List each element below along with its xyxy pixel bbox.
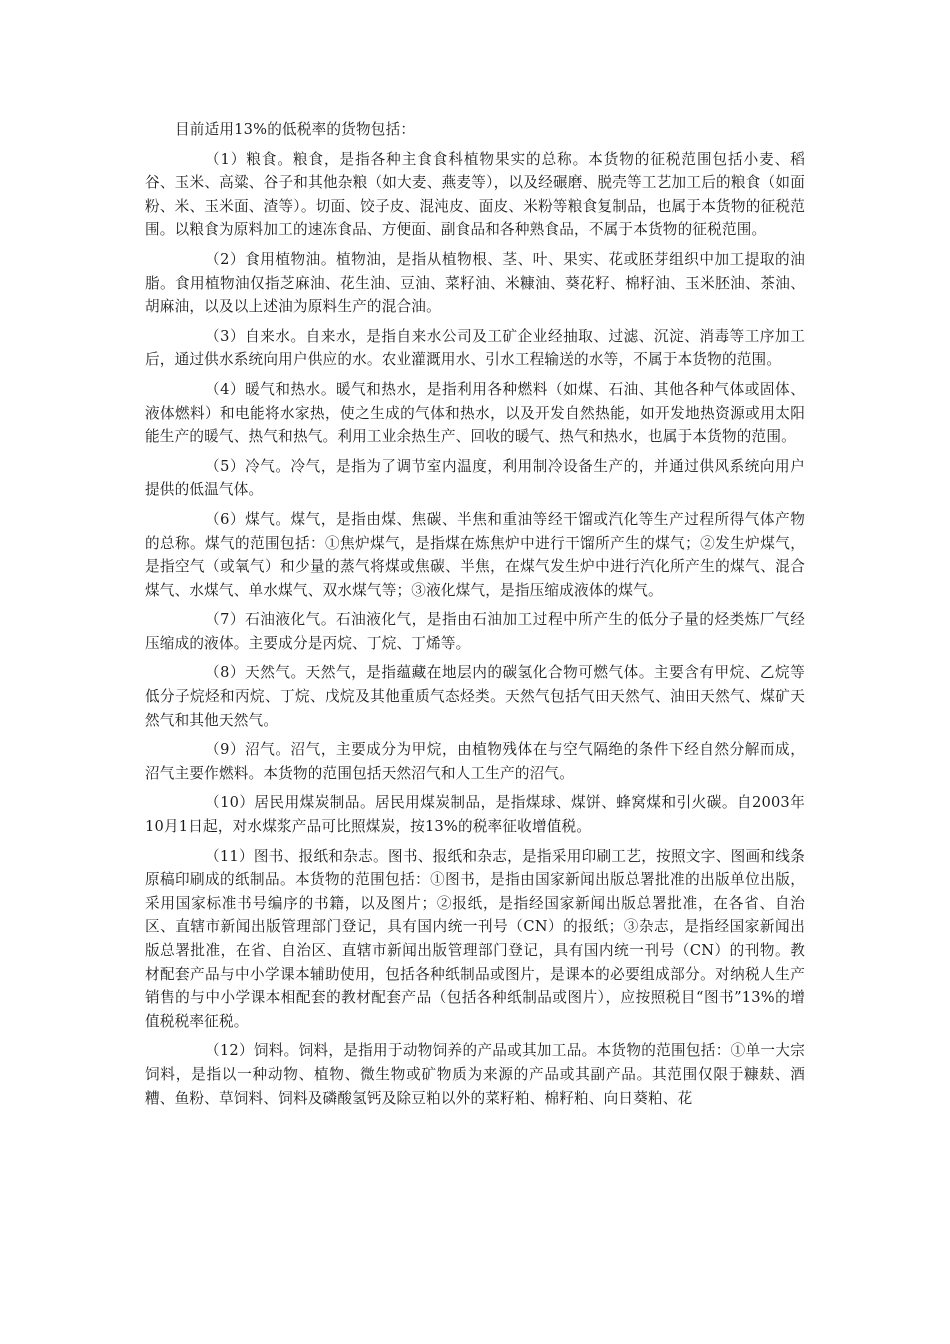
paragraph-natural-gas: （8）天然气。天然气，是指蕴藏在地层内的碳氢化合物可燃气体。主要含有甲烷、乙烷等低分子烷烃和丙烷、丁烷、戊烷及其他重质气态烃类。天然气包括气田天然气、油田天然气、煤矿天然气和其他天然气。 [145,664,805,729]
paragraph-edible-oil: （2）食用植物油。植物油，是指从植物根、茎、叶、果实、花或胚芽组织中加工提取的油脂。食用植物油仅指芝麻油、花生油、豆油、菜籽油、米糠油、葵花籽、棉籽油、玉米胚油、茶油、胡麻油，以及以上述油为原料生产的混合油。 [145,250,805,316]
paragraph-coal-gas: （6）煤气。煤气，是指由煤、焦碳、半焦和重油等经干馏或汽化等生产过程所得气体产物的总称。煤气的范围包括：①焦炉煤气，是指煤在炼焦炉中进行干馏所产生的煤气；②发生炉煤气，是指空气（或氧气）和少量的蒸气将煤或焦碳、半焦，在煤气发生炉中进行汽化所产生的煤气、混合煤气、水煤气、单水煤气、双水煤气等；③液化煤气，是指压缩成液体的煤气。 [145,510,805,599]
paragraph-grain: （1）粮食。粮食，是指各种主食食科植物果实的总称。本货物的征税范围包括小麦、稻谷、玉米、高粱、谷子和其他杂粮（如大麦、燕麦等），以及经碾磨、脱壳等工艺加工后的粮食（如面粉、米、玉米面、渣等）。切面、饺子皮、混沌皮、面皮、米粉等粮食复制品，也属于本货物的征税范围。以粮食为原料加工的速冻食品、方便面、副食品和各种熟食品，不属于本货物的征税范围。 [145,150,805,239]
paragraph-tap-water: （3）自来水。自来水，是指自来水公司及工矿企业经抽取、过滤、沉淀、消毒等工序加工后，通过供水系统向用户供应的水。农业灌溉用水、引水工程输送的水等，不属于本货物的范围。 [145,327,805,369]
document-body [145,118,805,1116]
intro-text: 目前适用13%的低税率的货物包括： [175,121,416,138]
paragraph-biogas: （9）沼气。沼气，主要成分为甲烷，由植物残体在与空气隔绝的条件下经自然分解而成，沼气主要作燃料。本货物的范围包括天然沼气和人工生产的沼气。 [145,741,805,782]
paragraph-coal-products: （10）居民用煤炭制品。居民用煤炭制品，是指煤球、煤饼、蜂窝煤和引火碳。自2003年10月1日起，对水煤浆产品可比照煤炭，按13%的税率征收增值税。 [145,794,805,836]
paragraph-lpg: （7）石油液化气。石油液化气，是指由石油加工过程中所产生的低分子量的烃类炼厂气经压缩成的液体。主要成分是丙烷、丁烷、丁烯等。 [145,611,805,652]
paragraph-books-newspapers: （11）图书、报纸和杂志。图书、报纸和杂志，是指采用印刷工艺，按照文字、图画和线条原稿印刷成的纸制品。本货物的范围包括：①图书，是指由国家新闻出版总署批准的出版单位出版，采用国家标准书号编序的书籍，以及图片；②报纸，是指经国家新闻出版总署批准，在各省、自治区、直辖市新闻出版管理部门登记，具有国内统一刊号（CN）的报纸；③杂志，是指经国家新闻出版总署批准，在省、自治区、直辖市新闻出版管理部门登记，具有国内统一刊号（CN）的刊物。教材配套产品与中小学课本辅助使用，包括各种纸制品或图片，是课本的必要组成部分。对纳税人生产销售的与中小学课本相配套的教材配套产品（包括各种纸制品或图片），应按照税目“图书”13%的增值税税率征税。 [145,847,805,1030]
paragraph-feed: （12）饲料。饲料，是指用于动物饲养的产品或其加工品。本货物的范围包括：①单一大宗饲料，是指以一种动物、植物、微生物或矿物质为来源的产品或其副产品。其范围仅限于糠麸、酒糟、鱼粉、草饲料、饲料及磷酸氢钙及除豆粕以外的菜籽粕、棉籽粕、向日葵粕、花 [145,1042,805,1107]
paragraph-heating: （4）暖气和热水。暖气和热水，是指利用各种燃料（如煤、石油、其他各种气体或固体、液体燃料）和电能将水家热，使之生成的气体和热水，以及开发自然热能，如开发地热资源或用太阳能生产的暖气、热气和热气。利用工业余热生产、回收的暖气、热气和热水，也属于本货物的范围。 [145,380,805,446]
paragraph-cold-air: （5）冷气。冷气，是指为了调节室内温度，利用制冷设备生产的，并通过供风系统向用户提供的低温气体。 [145,457,805,499]
